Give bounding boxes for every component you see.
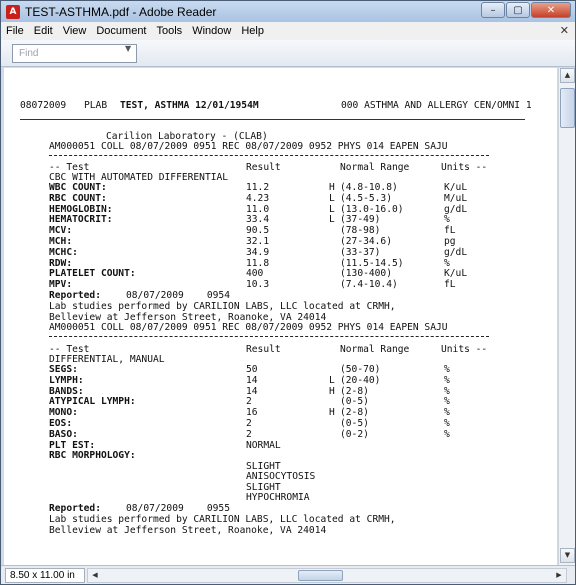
col-test: -- Test [49, 162, 90, 173]
test-flag: H [329, 182, 335, 193]
maximize-button[interactable]: ▢ [506, 2, 530, 18]
menu-window[interactable]: Window [192, 25, 232, 37]
test-units: % [444, 385, 450, 397]
test-result: 33.4 [246, 214, 270, 226]
scroll-right-icon[interactable]: ▶ [556, 571, 562, 579]
morphology-2: ANISOCYTOSIS [246, 471, 316, 482]
collection-line: AM000051 COLL 08/07/2009 0951 REC 08/07/2009 0952 PHYS 014 EAPEN SAJU [49, 141, 448, 152]
find-input[interactable]: Find [12, 44, 137, 63]
test-result: 14 [246, 385, 258, 397]
scroll-down-icon[interactable]: ▼ [560, 548, 575, 563]
test-units: pg [444, 236, 456, 247]
test-flag: L [329, 203, 335, 215]
test-units: fL [444, 279, 456, 291]
test-range: (78-98) [340, 225, 381, 237]
status-bar [1, 565, 575, 584]
test-units: % [444, 257, 450, 269]
test-range: (11.5-14.5) [340, 257, 404, 269]
test-units: % [444, 374, 450, 386]
col-range-2: Normal Range [340, 344, 410, 355]
test-range: (4.8-10.8) [340, 182, 398, 193]
horizontal-scrollbar[interactable] [87, 568, 567, 583]
test-result: 11.8 [246, 257, 270, 269]
test-range: (7.4-10.4) [340, 279, 398, 291]
test-name: WBC COUNT: [49, 182, 107, 193]
test-name: HEMATOCRIT: [49, 214, 113, 226]
panel1-note-2: Belleview at Jefferson Street, Roanoke, VA 24014 [49, 312, 327, 323]
test-units: K/uL [444, 182, 468, 193]
header-patient: TEST, ASTHMA 12/01/1954M [120, 100, 259, 111]
test-units: g/dL [444, 203, 468, 215]
test-name: LYMPH: [49, 374, 84, 386]
test-range: (20-40) [340, 374, 381, 386]
test-name: MCHC: [49, 246, 78, 258]
document-close-icon[interactable]: ✕ [559, 25, 569, 37]
test-result: 34.9 [246, 246, 270, 258]
test-name: PLT EST: [49, 439, 96, 451]
test-units: g/dL [444, 246, 468, 258]
test-range: (0-5) [340, 396, 369, 408]
test-name: RBC COUNT: [49, 192, 107, 204]
adobe-reader-icon: A [6, 5, 20, 19]
header-clinic: 000 ASTHMA AND ALLERGY CEN/OMNI 1 [341, 100, 532, 111]
test-result: 2 [246, 428, 252, 440]
test-units: % [444, 428, 450, 440]
header-date: 08072009 [20, 100, 67, 111]
window-title: TEST-ASTHMA.pdf - Adobe Reader [25, 4, 217, 19]
test-range: (27-34.6) [340, 236, 392, 247]
test-flag: L [329, 374, 335, 386]
test-range: (13.0-16.0) [340, 203, 404, 215]
col-test-2: -- Test [49, 344, 90, 355]
test-name: PLATELET COUNT: [49, 268, 136, 280]
test-name: MONO: [49, 407, 78, 419]
morphology-3: SLIGHT [246, 482, 281, 493]
test-range: (2-8) [340, 407, 369, 419]
header-rule [20, 119, 525, 120]
panel1-reported-value: 08/07/2009 0954 [126, 290, 230, 301]
test-flag: H [329, 407, 335, 419]
test-name: MCH: [49, 236, 73, 247]
horizontal-scroll-thumb[interactable] [298, 570, 343, 581]
test-result: 11.0 [246, 203, 270, 215]
test-units: fL [444, 225, 456, 237]
menu-edit[interactable]: Edit [33, 25, 53, 37]
divider-2 [49, 336, 489, 337]
test-result: 2 [246, 418, 252, 429]
divider [49, 155, 489, 156]
test-result: 50 [246, 364, 258, 375]
test-name: MCV: [49, 225, 73, 237]
scroll-left-icon[interactable]: ◀ [92, 571, 98, 579]
test-name: SEGS: [49, 364, 78, 375]
col-units-2: Units -- [441, 344, 488, 355]
menu-tools[interactable]: Tools [156, 25, 183, 37]
test-result: 2 [246, 396, 252, 408]
vertical-scroll-thumb[interactable] [560, 88, 575, 128]
menu-document[interactable]: Document [96, 25, 147, 37]
test-result: 32.1 [246, 236, 270, 247]
test-units: % [444, 418, 450, 429]
test-name: RBC MORPHOLOGY: [49, 450, 136, 462]
morphology-1: SLIGHT [246, 461, 281, 472]
test-result: 10.3 [246, 279, 270, 291]
test-range: (33-37) [340, 246, 381, 258]
test-name: EOS: [49, 418, 73, 429]
find-dropdown-icon[interactable]: ▼ [125, 44, 132, 53]
test-name: MPV: [49, 279, 73, 291]
panel2-note-1: Lab studies performed by CARILION LABS, LLC located at CRMH, [49, 514, 396, 525]
toolbar [1, 40, 575, 67]
minimize-button[interactable]: – [481, 2, 505, 18]
test-range: (0-2) [340, 428, 369, 440]
menu-help[interactable]: Help [241, 25, 264, 37]
test-name: BANDS: [49, 385, 84, 397]
col-range: Normal Range [340, 162, 410, 173]
menu-view[interactable]: View [62, 25, 87, 37]
test-result: 16 [246, 407, 258, 419]
document-viewport[interactable] [4, 68, 557, 565]
menu-file[interactable]: File [6, 25, 24, 37]
test-name: RDW: [49, 257, 73, 269]
test-flag: H [329, 385, 335, 397]
test-units: % [444, 214, 450, 226]
panel2-reported-value: 08/07/2009 0955 [126, 503, 230, 514]
panel1-note-1: Lab studies performed by CARILION LABS, LLC located at CRMH, [49, 301, 396, 312]
test-flag: L [329, 192, 335, 204]
test-range: (130-400) [340, 268, 392, 280]
page-size-display: 8.50 x 11.00 in [5, 568, 85, 583]
col-units: Units -- [441, 162, 488, 173]
test-units: % [444, 396, 450, 408]
test-result: 90.5 [246, 225, 270, 237]
col-result-2: Result [246, 344, 281, 355]
panel2-title: DIFFERENTIAL, MANUAL [49, 354, 165, 365]
test-range: (37-49) [340, 214, 381, 226]
window-controls [481, 2, 571, 18]
panel2-reported-label: Reported: [49, 503, 101, 514]
panel1-title: CBC WITH AUTOMATED DIFFERENTIAL [49, 172, 229, 183]
lab-title: Carilion Laboratory - (CLAB) [106, 131, 268, 142]
scroll-up-icon[interactable]: ▲ [560, 68, 575, 83]
vertical-scrollbar[interactable] [558, 68, 575, 565]
morphology-4: HYPOCHROMIA [246, 492, 310, 503]
test-range: (50-70) [340, 364, 381, 375]
test-result: 400 [246, 268, 264, 280]
test-units: M/uL [444, 192, 468, 204]
test-result: 14 [246, 374, 258, 386]
test-result: 4.23 [246, 192, 270, 204]
test-flag: L [329, 214, 335, 226]
test-range: (4.5-5.3) [340, 192, 392, 204]
panel1-reported-label: Reported: [49, 290, 101, 301]
pdf-page [4, 68, 557, 565]
test-result: 11.2 [246, 182, 270, 193]
test-name: HEMOGLOBIN: [49, 203, 113, 215]
menu-bar [1, 22, 575, 40]
test-name: BASO: [49, 428, 78, 440]
title-bar[interactable] [1, 1, 575, 22]
test-result: NORMAL [246, 439, 281, 451]
panel2-note-2: Belleview at Jefferson Street, Roanoke, VA 24014 [49, 525, 327, 536]
test-units: % [444, 407, 450, 419]
test-range: (2-8) [340, 385, 369, 397]
test-units: K/uL [444, 268, 468, 280]
collection-line-2: AM000051 COLL 08/07/2009 0951 REC 08/07/2009 0952 PHYS 014 EAPEN SAJU [49, 322, 448, 333]
test-range: (0-5) [340, 418, 369, 429]
test-name: ATYPICAL LYMPH: [49, 396, 136, 408]
test-units: % [444, 364, 450, 375]
close-button[interactable]: ✕ [531, 2, 571, 18]
header-dept: PLAB [84, 100, 108, 111]
col-result: Result [246, 162, 281, 173]
